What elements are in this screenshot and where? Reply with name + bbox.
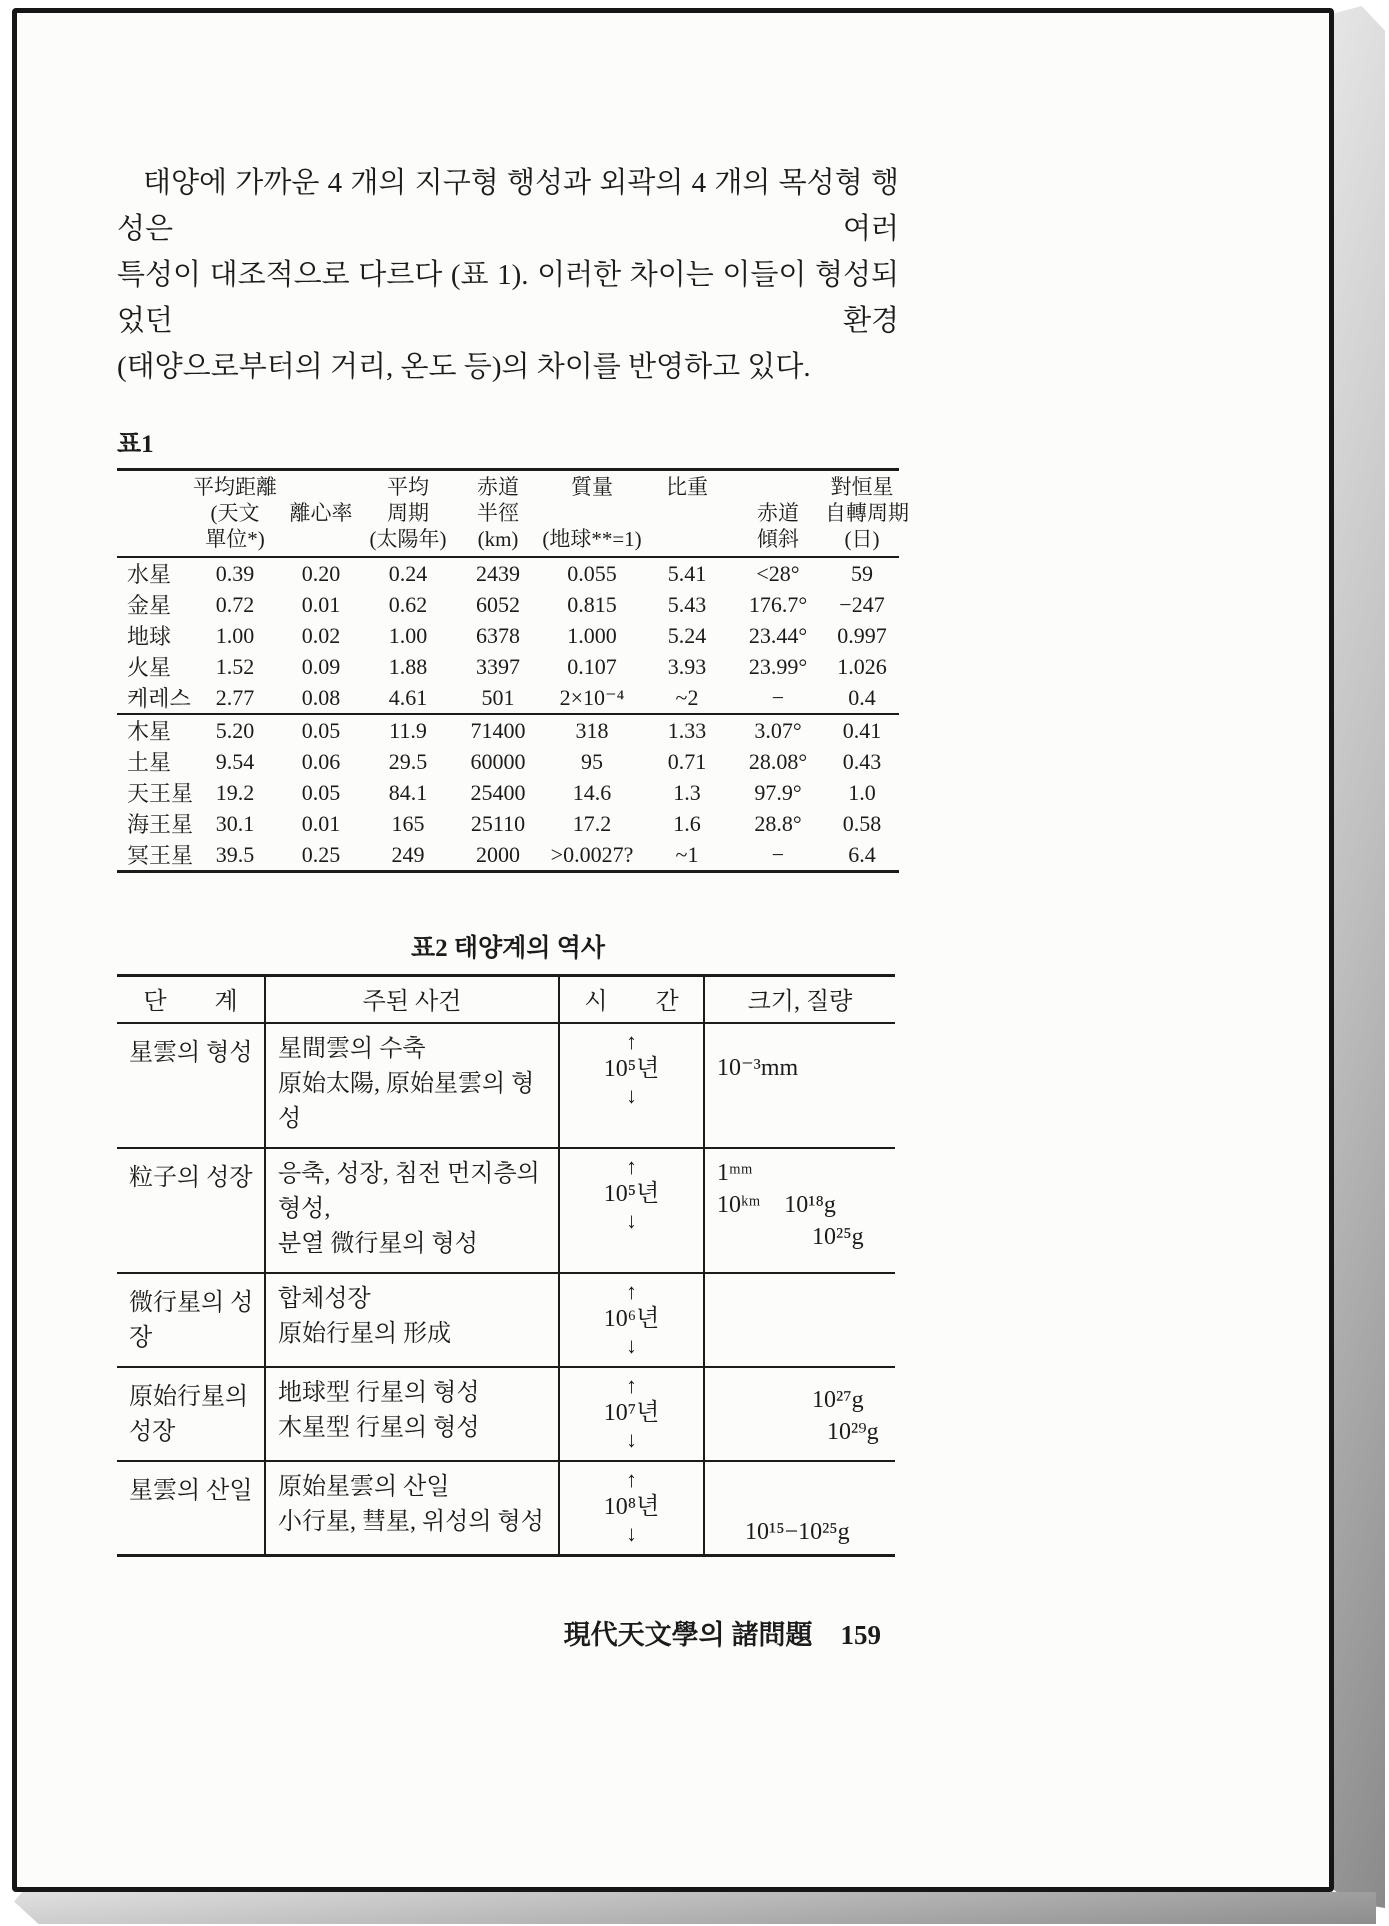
table-cell: 0.815 — [567, 591, 617, 617]
event-line: 原始行星의 形成 — [278, 1321, 452, 1347]
table-cell: 土星 — [127, 750, 172, 775]
table-cell: 5.24 — [667, 622, 707, 648]
column-header — [643, 470, 731, 558]
size-cell — [704, 1367, 895, 1461]
table-cell: 30.1 — [215, 810, 255, 836]
event-line: 합체성장 — [278, 1286, 371, 1312]
header-row — [117, 976, 895, 1024]
header-line — [281, 526, 361, 552]
event-line: 응축, 성장, 침전 먼지층의 형성, — [278, 1161, 540, 1222]
header-line: 周期 — [387, 501, 429, 525]
stage-cell: 微行星의 성장 — [129, 1290, 254, 1351]
table-cell: − — [771, 841, 785, 867]
table1-label: 표1 — [117, 431, 154, 458]
time-value: 10⁶년 — [603, 1306, 660, 1332]
header-line: 平均 — [387, 475, 429, 499]
table-row — [117, 651, 899, 682]
table-row — [117, 746, 899, 777]
table-cell: 金星 — [127, 593, 172, 618]
header-line — [117, 526, 189, 552]
table-cell: 14.6 — [572, 779, 612, 805]
table-cell: 火星 — [127, 655, 172, 680]
table-cell: 0.72 — [215, 591, 255, 617]
header-line: 比重 — [666, 475, 708, 499]
size-line: 1ᵐᵐ — [717, 1160, 753, 1186]
table-cell: 0.24 — [388, 560, 428, 586]
solar-system-history-table — [117, 974, 895, 1557]
events-cell — [265, 1367, 559, 1461]
table-cell: 3.07° — [754, 717, 802, 743]
table-cell: 地球 — [127, 624, 172, 649]
table-cell: 木星 — [127, 719, 172, 744]
header-line — [541, 500, 643, 526]
header-line: (km) — [477, 527, 519, 551]
table-cell: 1.3 — [673, 779, 701, 805]
header-line — [643, 500, 731, 526]
table-cell: 0.01 — [301, 810, 341, 836]
table-cell: 95 — [581, 748, 603, 774]
table-row — [117, 1148, 895, 1273]
table-cell: 249 — [391, 841, 425, 867]
arrow-up-icon: ↑ — [626, 1467, 637, 1492]
size-line: 10²⁹g — [827, 1419, 879, 1445]
size-line: 10⁻³mm — [717, 1055, 799, 1081]
table-cell: 2000 — [476, 841, 520, 867]
time-value: 10⁸년 — [603, 1494, 660, 1520]
table-cell: 3.93 — [667, 653, 707, 679]
table-cell: 97.9° — [754, 779, 802, 805]
table-row — [117, 1367, 895, 1461]
table2-header — [117, 976, 895, 1024]
table-cell: 0.4 — [848, 684, 876, 710]
header-line — [117, 474, 189, 500]
table-cell: 1.00 — [215, 622, 255, 648]
header-line: (太陽年) — [369, 527, 447, 551]
table-cell: ~1 — [675, 841, 699, 867]
size-line: 10ᵏᵐ 10¹⁸g — [717, 1192, 836, 1218]
arrow-down-icon: ↓ — [626, 1083, 637, 1108]
size-cell — [704, 1461, 895, 1556]
time-value: 10⁷년 — [603, 1400, 660, 1426]
table-cell: 71400 — [470, 717, 526, 743]
page-number: 159 — [840, 1620, 881, 1650]
table-cell: >0.0027? — [550, 841, 634, 867]
size-line: 10²⁷g — [812, 1387, 864, 1413]
table-row — [117, 808, 899, 839]
table-cell: 2439 — [476, 560, 520, 586]
table-cell: 0.43 — [842, 748, 882, 774]
table-cell: <28° — [756, 560, 800, 586]
table-cell: 1.88 — [388, 653, 428, 679]
time-cell — [559, 1367, 704, 1461]
column-header — [281, 470, 361, 558]
table-cell: 29.5 — [388, 748, 428, 774]
table-cell: 0.05 — [301, 779, 341, 805]
table-cell: 59 — [851, 560, 873, 586]
size-cell — [704, 1273, 895, 1367]
time-cell — [559, 1148, 704, 1273]
table-row — [117, 714, 899, 746]
header-line: 單位*) — [205, 527, 265, 551]
time-value: 10⁵년 — [603, 1181, 660, 1207]
table-cell: 冥王星 — [127, 843, 194, 868]
footer-title: 現代天文學의 諸問題 — [563, 1620, 813, 1650]
column-header — [731, 470, 825, 558]
table-cell: 0.06 — [301, 748, 341, 774]
table-cell: 19.2 — [215, 779, 255, 805]
page — [12, 8, 1334, 1892]
events-cell — [265, 1273, 559, 1367]
header-line: (日) — [844, 527, 880, 551]
table1-body — [117, 557, 899, 872]
table-cell: 1.0 — [848, 779, 876, 805]
table-cell: 0.02 — [301, 622, 341, 648]
table-cell: 39.5 — [215, 841, 255, 867]
table-cell: 天王星 — [127, 781, 194, 806]
header-line: 赤道 — [477, 475, 519, 499]
stage-cell: 星雲의 형성 — [129, 1040, 253, 1066]
header-line: 傾斜 — [757, 527, 799, 551]
column-header — [825, 470, 909, 558]
arrow-up-icon: ↑ — [626, 1373, 637, 1398]
table-cell: 1.00 — [388, 622, 428, 648]
table-row — [117, 1461, 895, 1556]
time-value: 10⁵년 — [603, 1056, 660, 1082]
arrow-up-icon: ↑ — [626, 1029, 637, 1054]
table-cell: 6.4 — [848, 841, 876, 867]
column-header — [541, 470, 643, 558]
table-cell: 1.6 — [673, 810, 701, 836]
table-cell: 5.43 — [667, 591, 707, 617]
table-cell: 4.61 — [388, 684, 428, 710]
table-cell: 501 — [481, 684, 515, 710]
size-line: 10²⁵g — [812, 1224, 864, 1250]
table-cell: 1.33 — [667, 717, 707, 743]
column-header — [455, 470, 541, 558]
column-header: 단 계 — [143, 989, 238, 1015]
header-line — [643, 526, 731, 552]
table-cell: 1.52 — [215, 653, 255, 679]
header-line: 質量 — [571, 475, 613, 499]
table-cell: − — [771, 684, 785, 710]
stage-cell: 原始行星의 성장 — [129, 1384, 249, 1445]
size-line: 10¹⁵−10²⁵g — [745, 1519, 850, 1545]
table2-body — [117, 1023, 895, 1556]
table-cell: 0.09 — [301, 653, 341, 679]
table-cell: 水星 — [127, 562, 172, 587]
paragraph-line: 특성이 대조적으로 다르다 (표 1). 이러한 차이는 이들이 형성되었던 환경 — [117, 259, 899, 337]
book-page-edge-right — [1333, 6, 1385, 1908]
arrow-down-icon: ↓ — [626, 1521, 637, 1546]
time-cell — [559, 1273, 704, 1367]
column-header: 시 간 — [559, 976, 704, 1024]
table-cell: 0.62 — [388, 591, 428, 617]
table-cell: 176.7° — [748, 591, 808, 617]
column-header — [117, 470, 189, 558]
table-cell: 5.41 — [667, 560, 707, 586]
column-header — [361, 470, 455, 558]
table-cell: −247 — [839, 591, 885, 617]
arrow-down-icon: ↓ — [626, 1333, 637, 1358]
paragraph-line: 태양에 가까운 4 개의 지구형 행성과 외곽의 4 개의 목성형 행성은 여러 — [117, 167, 899, 245]
header-line — [731, 474, 825, 500]
time-cell — [559, 1461, 704, 1556]
planet-data-table — [117, 468, 909, 873]
event-line: 분열 微行星의 형성 — [278, 1231, 478, 1257]
header-line: 離心率 — [289, 501, 353, 525]
header-line — [117, 500, 189, 526]
header-line: 對恒星 — [830, 475, 894, 499]
table1-header — [117, 470, 909, 558]
table-cell: 2×10⁻⁴ — [559, 684, 625, 710]
table-cell: 0.71 — [667, 748, 707, 774]
table-cell: 6052 — [476, 591, 520, 617]
table-cell: 0.08 — [301, 684, 341, 710]
size-cell — [704, 1023, 895, 1148]
table-cell: 5.20 — [215, 717, 255, 743]
table-row — [117, 839, 899, 872]
intro-paragraph — [117, 160, 899, 390]
table-cell: 0.39 — [215, 560, 255, 586]
table-cell: 1.026 — [837, 653, 887, 679]
header-line — [281, 474, 361, 500]
events-cell — [265, 1461, 559, 1556]
table-cell: 60000 — [470, 748, 526, 774]
table-cell: 0.25 — [301, 841, 341, 867]
table2-caption: 표2 태양계의 역사 — [410, 935, 606, 962]
table-cell: 23.99° — [748, 653, 808, 679]
header-line: 自轉周期 — [825, 501, 909, 525]
table-cell: 케레스 — [127, 686, 191, 711]
column-header — [189, 470, 281, 558]
table-cell: 23.44° — [748, 622, 808, 648]
table-cell: 0.01 — [301, 591, 341, 617]
table-row — [117, 557, 899, 589]
table-cell: 0.05 — [301, 717, 341, 743]
table-cell: 2.77 — [215, 684, 255, 710]
table-cell: 28.08° — [748, 748, 808, 774]
table-row — [117, 1023, 895, 1148]
header-line: 平均距離 — [193, 475, 277, 499]
table-cell: 0.997 — [837, 622, 887, 648]
table-cell: 25400 — [470, 779, 526, 805]
stage-cell: 星雲의 산일 — [129, 1478, 253, 1504]
arrow-down-icon: ↓ — [626, 1427, 637, 1452]
table-cell: 0.20 — [301, 560, 341, 586]
table-row — [117, 1273, 895, 1367]
table-cell: ~2 — [675, 684, 699, 710]
time-cell — [559, 1023, 704, 1148]
table-cell: 0.58 — [842, 810, 882, 836]
stage-cell: 粒子의 성장 — [129, 1165, 253, 1191]
table-cell: 25110 — [470, 810, 526, 836]
column-header: 주된 사건 — [265, 976, 559, 1024]
event-line: 小行星, 彗星, 위성의 형성 — [278, 1509, 544, 1535]
table-cell: 3397 — [476, 653, 520, 679]
events-cell — [265, 1023, 559, 1148]
table-cell: 17.2 — [572, 810, 612, 836]
arrow-up-icon: ↑ — [626, 1154, 637, 1179]
event-line: 原始太陽, 原始星雲의 형성 — [278, 1071, 535, 1132]
size-cell — [704, 1148, 895, 1273]
table-cell: 0.41 — [842, 717, 882, 743]
header-line: (天文 — [210, 501, 260, 525]
header-line: 半徑 — [477, 501, 519, 525]
table-cell: 1.000 — [567, 622, 617, 648]
header-line: (地球**=1) — [542, 527, 642, 551]
book-page-edge-bottom — [14, 1892, 1376, 1924]
page-content — [17, 13, 917, 1652]
table-cell: 165 — [391, 810, 425, 836]
header-line: 赤道 — [757, 501, 799, 525]
event-line: 星間雲의 수축 — [278, 1036, 426, 1062]
table-row — [117, 589, 899, 620]
table-cell: 0.107 — [567, 653, 617, 679]
events-cell — [265, 1148, 559, 1273]
table-cell: 6378 — [476, 622, 520, 648]
table-cell: 0.055 — [567, 560, 617, 586]
table-cell: 9.54 — [215, 748, 255, 774]
table-row — [117, 777, 899, 808]
header-row — [117, 470, 899, 558]
table-row — [117, 682, 899, 714]
table-row — [117, 620, 899, 651]
table-cell: 84.1 — [388, 779, 428, 805]
arrow-up-icon: ↑ — [626, 1279, 637, 1304]
arrow-down-icon: ↓ — [626, 1208, 637, 1233]
page-footer — [117, 1613, 895, 1652]
column-header: 크기, 질량 — [704, 976, 895, 1024]
table-cell: 28.8° — [754, 810, 802, 836]
table-cell: 318 — [575, 717, 609, 743]
event-line: 木星型 行星의 형성 — [278, 1415, 480, 1441]
event-line: 原始星雲의 산일 — [278, 1474, 450, 1500]
table-cell: 11.9 — [389, 717, 427, 743]
table-cell: 海王星 — [127, 812, 194, 837]
paragraph-line: (태양으로부터의 거리, 온도 등)의 차이를 반영하고 있다. — [117, 351, 811, 383]
event-line: 地球型 行星의 형성 — [278, 1380, 480, 1406]
